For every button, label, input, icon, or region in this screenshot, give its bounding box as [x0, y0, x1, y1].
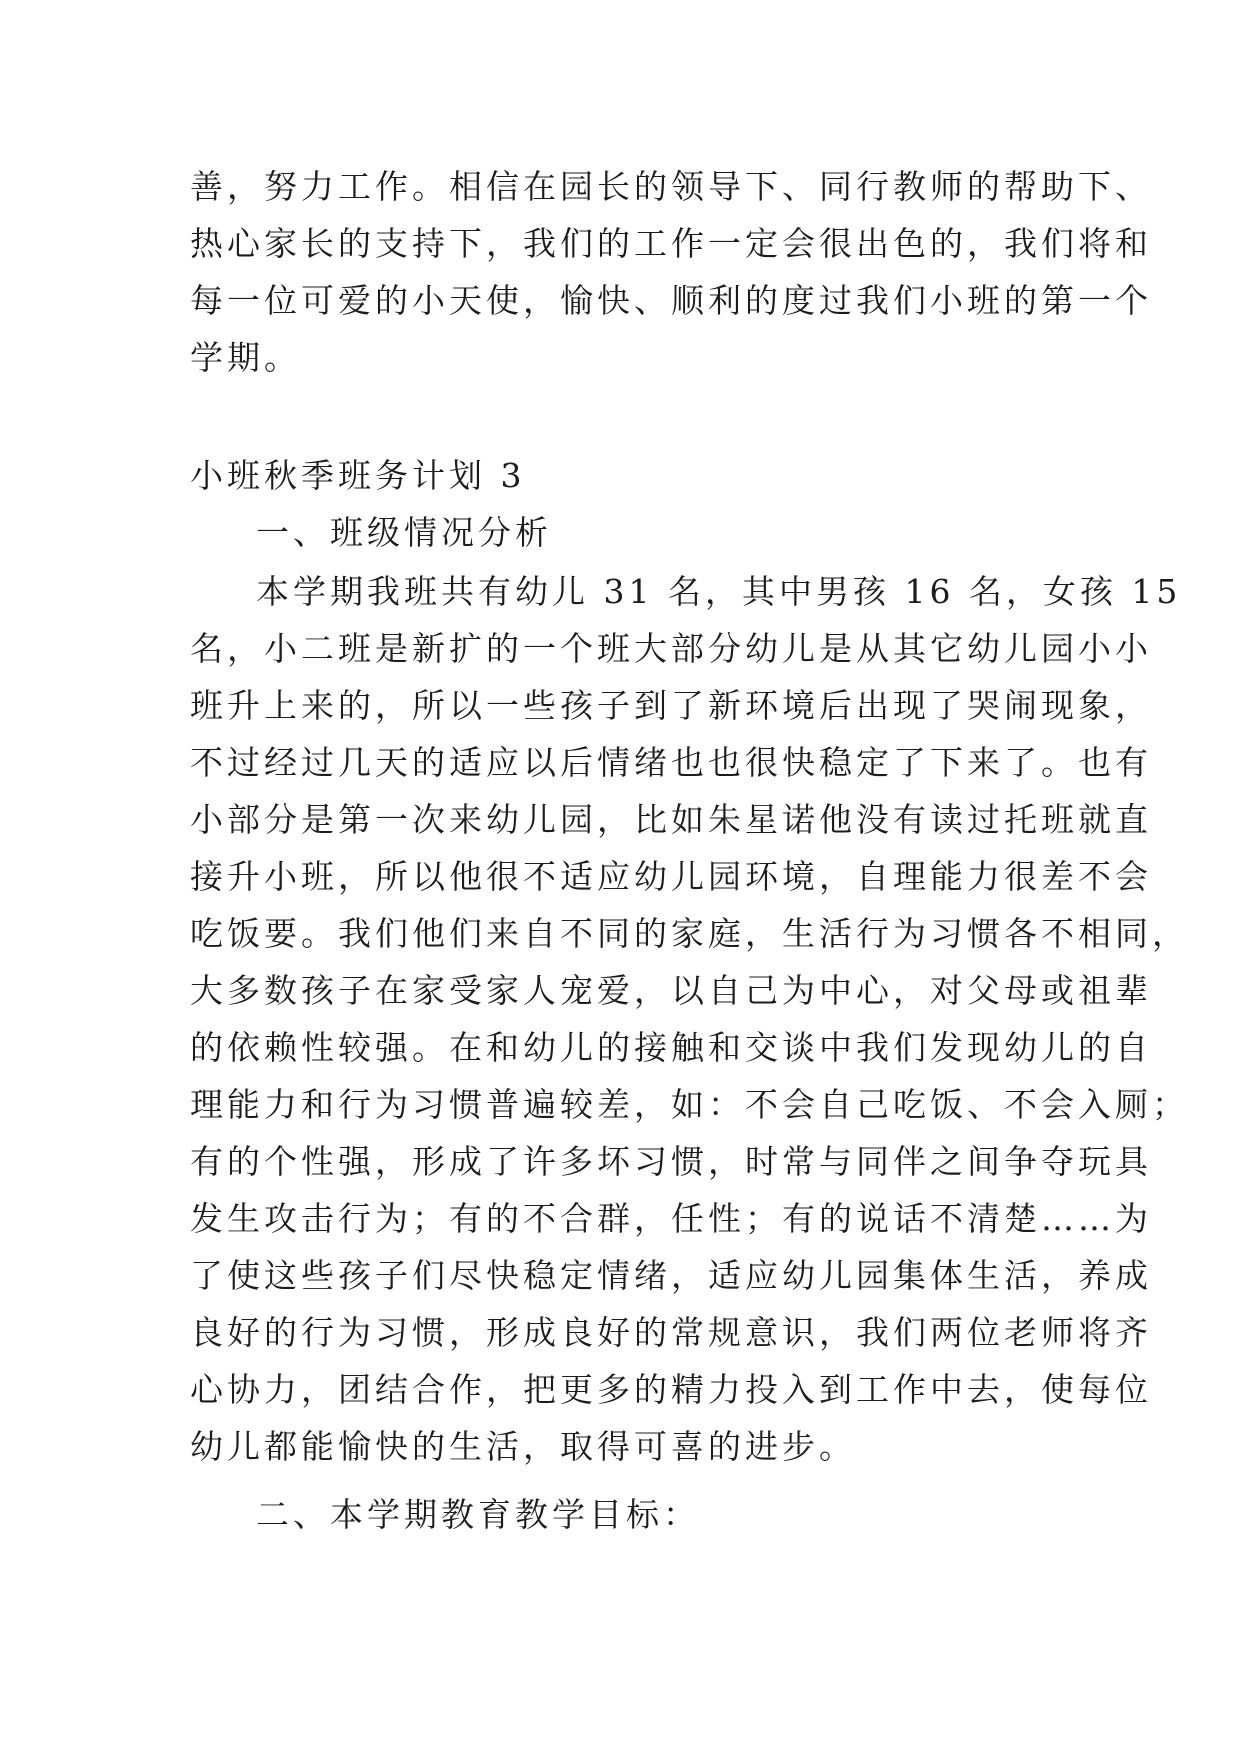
continuation-paragraph [190, 158, 1152, 386]
text-line: 本学期我班共有幼儿 31 名，其中男孩 16 名，女孩 15 [256, 572, 1182, 611]
text-line: 有的个性强，形成了许多坏习惯，时常与同伴之间争夺玩具 [190, 1142, 1152, 1181]
heading-class-analysis: 一、班级情况分析 [256, 513, 552, 552]
text-line: 吃饭要。我们他们来自不同的家庭，生活行为习惯各不相同， [190, 914, 1189, 953]
text-line: 班升上来的，所以一些孩子到了新环境后出现了哭闹现象， [190, 686, 1152, 725]
text-line: 小部分是第一次来幼儿园，比如朱星诺他没有读过托班就直 [190, 800, 1152, 839]
text-line: 理能力和行为习惯普遍较差，如：不会自己吃饭、不会入厕； [190, 1085, 1189, 1124]
text-line: 接升小班，所以他很不适应幼儿园环境，自理能力很差不会 [190, 857, 1152, 896]
text-line: 大多数孩子在家受家人宠爱，以自己为中心，对父母或祖辈 [190, 971, 1152, 1010]
class-analysis-paragraph [190, 563, 1189, 1475]
text-line: 发生攻击行为；有的不合群，任性；有的说话不清楚……为 [190, 1199, 1152, 1238]
text-line: 心协力，团结合作，把更多的精力投入到工作中去，使每位 [190, 1370, 1152, 1409]
section-title: 小班秋季班务计划 3 [190, 456, 526, 495]
text-line: 的依赖性较强。在和幼儿的接触和交谈中我们发现幼儿的自 [190, 1028, 1152, 1067]
text-line: 了使这些孩子们尽快稳定情绪，适应幼儿园集体生活，养成 [190, 1256, 1152, 1295]
goals-section [190, 1486, 1090, 1543]
text-line: 热心家长的支持下，我们的工作一定会很出色的，我们将和 [190, 224, 1152, 263]
text-line: 学期。 [190, 338, 301, 377]
text-line: 幼儿都能愉快的生活，取得可喜的进步。 [190, 1427, 856, 1466]
text-line: 每一位可爱的小天使，愉快、顺利的度过我们小班的第一个 [190, 281, 1152, 320]
section-header [190, 447, 1090, 561]
heading-teaching-goals: 二、本学期教育教学目标： [256, 1495, 700, 1534]
text-line: 良好的行为习惯，形成良好的常规意识，我们两位老师将齐 [190, 1313, 1152, 1352]
text-line: 名，小二班是新扩的一个班大部分幼儿是从其它幼儿园小小 [190, 629, 1152, 668]
text-line: 善，努力工作。相信在园长的领导下、同行教师的帮助下、 [190, 167, 1152, 206]
text-line: 不过经过几天的适应以后情绪也也很快稳定了下来了。也有 [190, 743, 1152, 782]
